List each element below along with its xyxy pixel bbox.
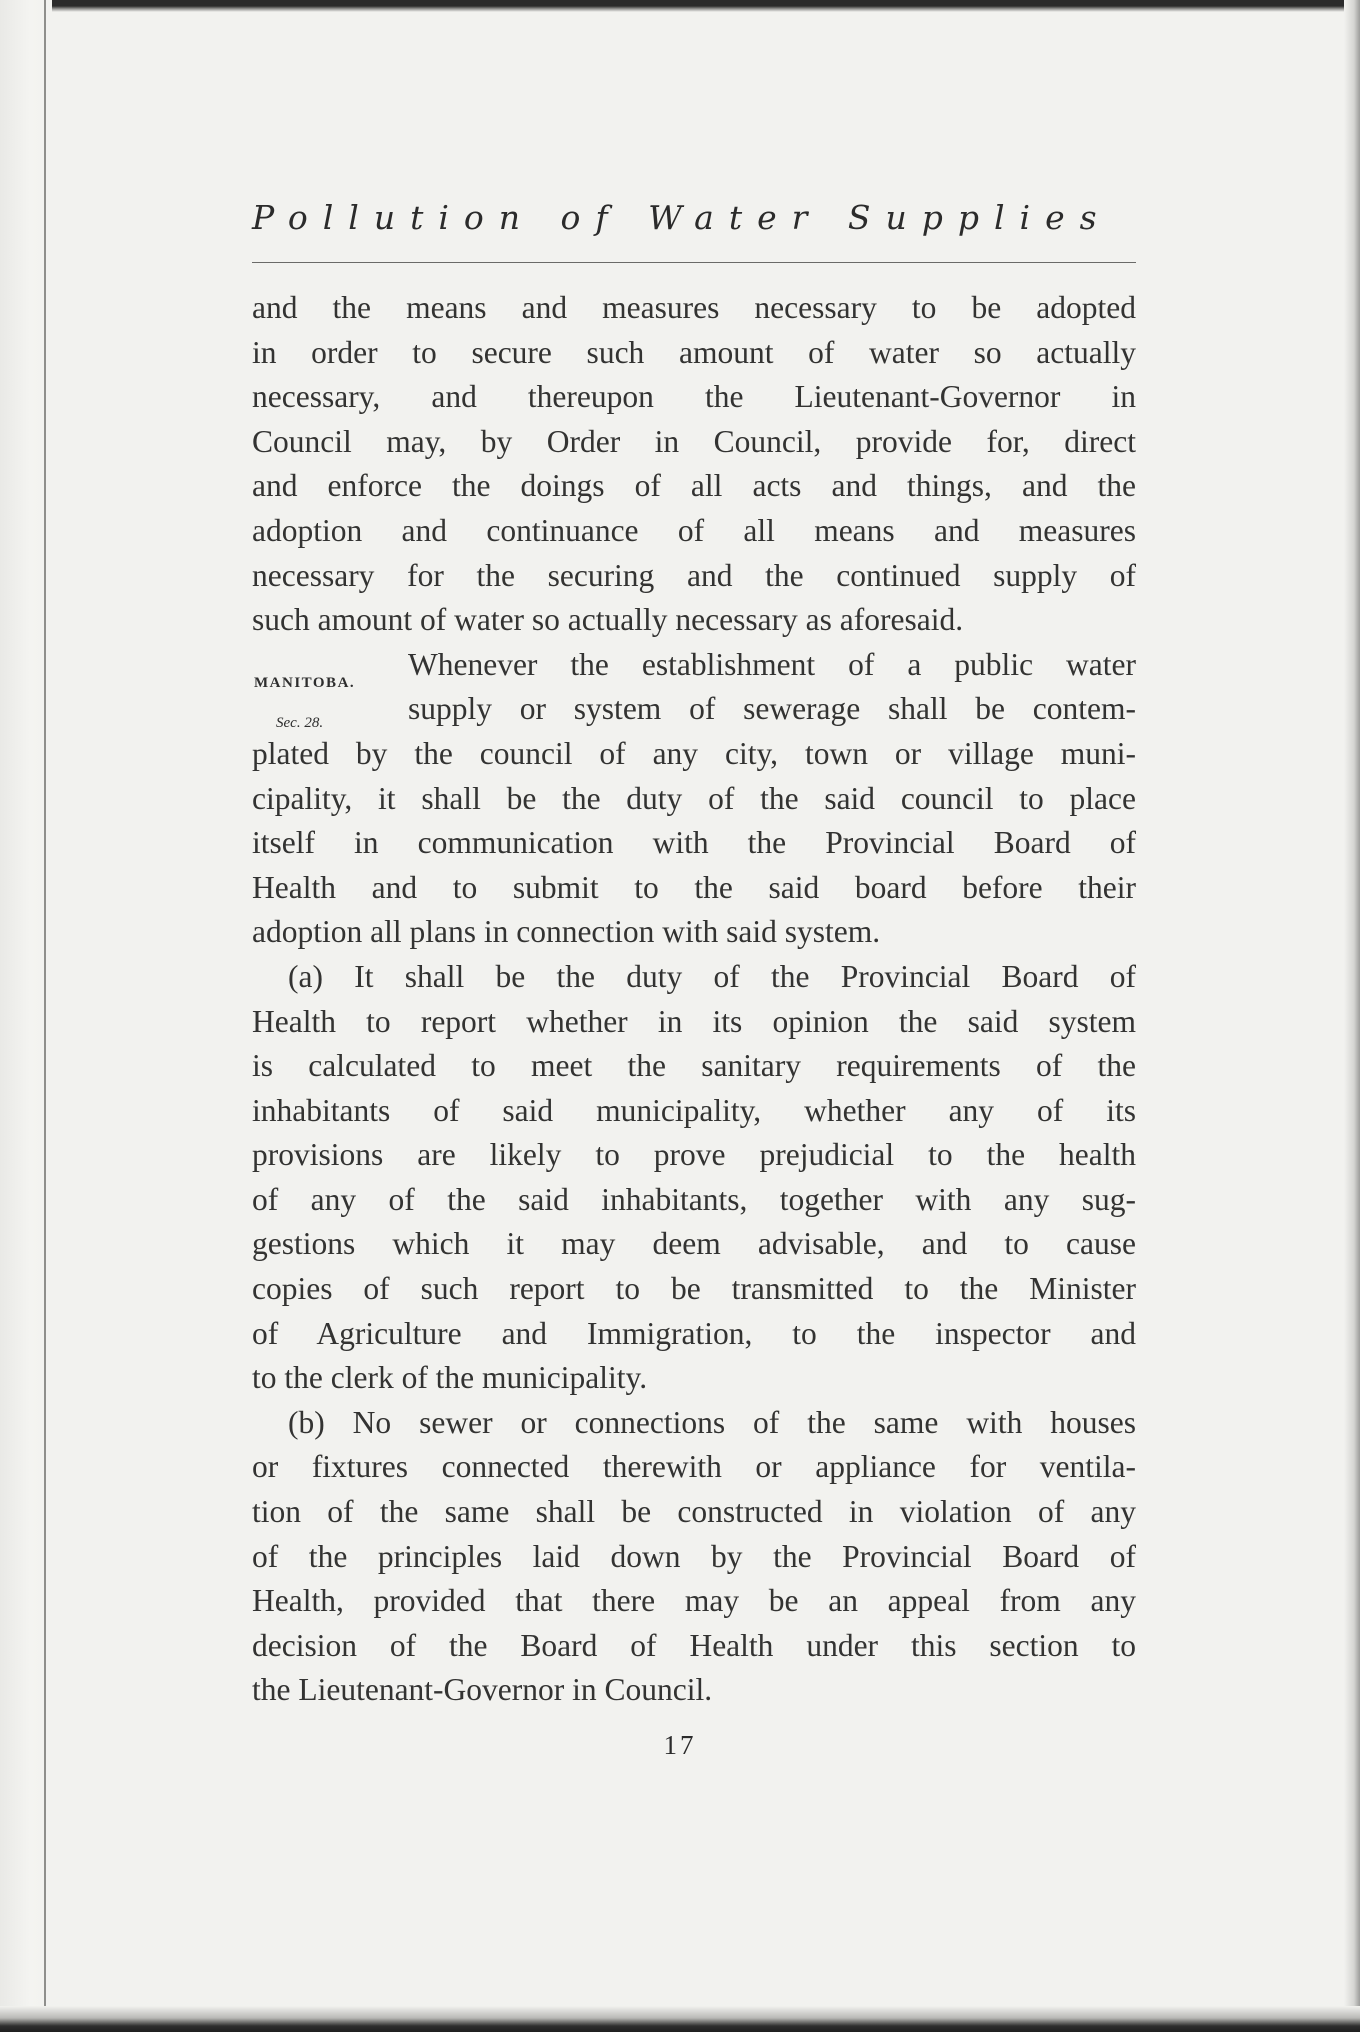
text-line: Health and to submit to the said board before their [252,869,1136,905]
paragraph-section-28 [252,643,1136,955]
text-line: itself in communication with the Provincial Board of [252,825,1136,861]
text-line: in order to secure such amount of water so actually [252,334,1136,370]
text-line: supply or system of sewerage shall be contem- [408,691,1136,727]
text-line: to the clerk of the municipality. [252,1360,648,1396]
text-line: and the means and measures necessary to be adopted [252,290,1136,325]
paragraph-subsection-b [252,1401,1136,1713]
text-line: plated by the council of any city, town or village muni- [252,735,1136,771]
text-line: Health, provided that there may be an appeal from any [252,1583,1136,1619]
text-line: and enforce the doings of all acts and things, and the [252,468,1136,504]
text-line: (a) It shall be the duty of the Provincial Board of [288,958,1136,994]
paragraph-continuation [252,286,1136,643]
scan-top-edge [0,0,1360,12]
text-line: such amount of water so actually necessary as aforesaid. [252,602,964,638]
text-line: (b) No sewer or connections of the same with houses [288,1404,1136,1440]
text-line: Health to report whether in its opinion the said system [252,1003,1136,1039]
text-line: inhabitants of said municipality, whether any of its [252,1092,1136,1128]
text-line: the Lieutenant-Governor in Council. [252,1672,713,1708]
scan-bottom-edge [0,2006,1360,2032]
scan-right-edge [1344,0,1360,2032]
text-line: adoption all plans in connection with said system. [252,914,881,950]
text-line: of the principles laid down by the Provincial Board of [252,1538,1136,1574]
text-line: of Agriculture and Immigration, to the inspector and [252,1315,1136,1351]
text-line: Whenever the establishment of a public water [408,646,1136,682]
page-number: 17 [663,1730,697,1760]
text-line: of any of the said inhabitants, together with any sug- [252,1181,1136,1217]
margin-note-province: MANITOBA. [254,675,356,691]
text-line: tion of the same shall be constructed in violation of any [252,1494,1136,1530]
paragraph-subsection-a [252,955,1136,1401]
text-line: is calculated to meet the sanitary requirements of the [252,1048,1136,1084]
text-line: or fixtures connected therewith or appliance for ventila- [252,1449,1136,1485]
running-head: Pollution of Water Supplies [252,198,1112,237]
text-line: cipality, it shall be the duty of the said council to place [252,780,1136,816]
header-rule [252,262,1136,263]
text-line: Council may, by Order in Council, provide for, direct [252,423,1136,459]
text-line: necessary, and thereupon the Lieutenant-Governor in [252,379,1136,415]
text-line: copies of such report to be transmitted to the Minister [252,1271,1136,1307]
text-line: necessary for the securing and the continued supply of [252,557,1136,593]
binding-line [44,0,46,2010]
text-line: provisions are likely to prove prejudicial to the health [252,1137,1136,1173]
text-line: adoption and continuance of all means and measures [252,512,1136,548]
text-line: decision of the Board of Health under this section to [252,1627,1136,1663]
margin-note-section: Sec. 28. [276,715,324,731]
body-text [252,286,1136,1713]
text-line: gestions which it may deem advisable, and to cause [252,1226,1136,1262]
